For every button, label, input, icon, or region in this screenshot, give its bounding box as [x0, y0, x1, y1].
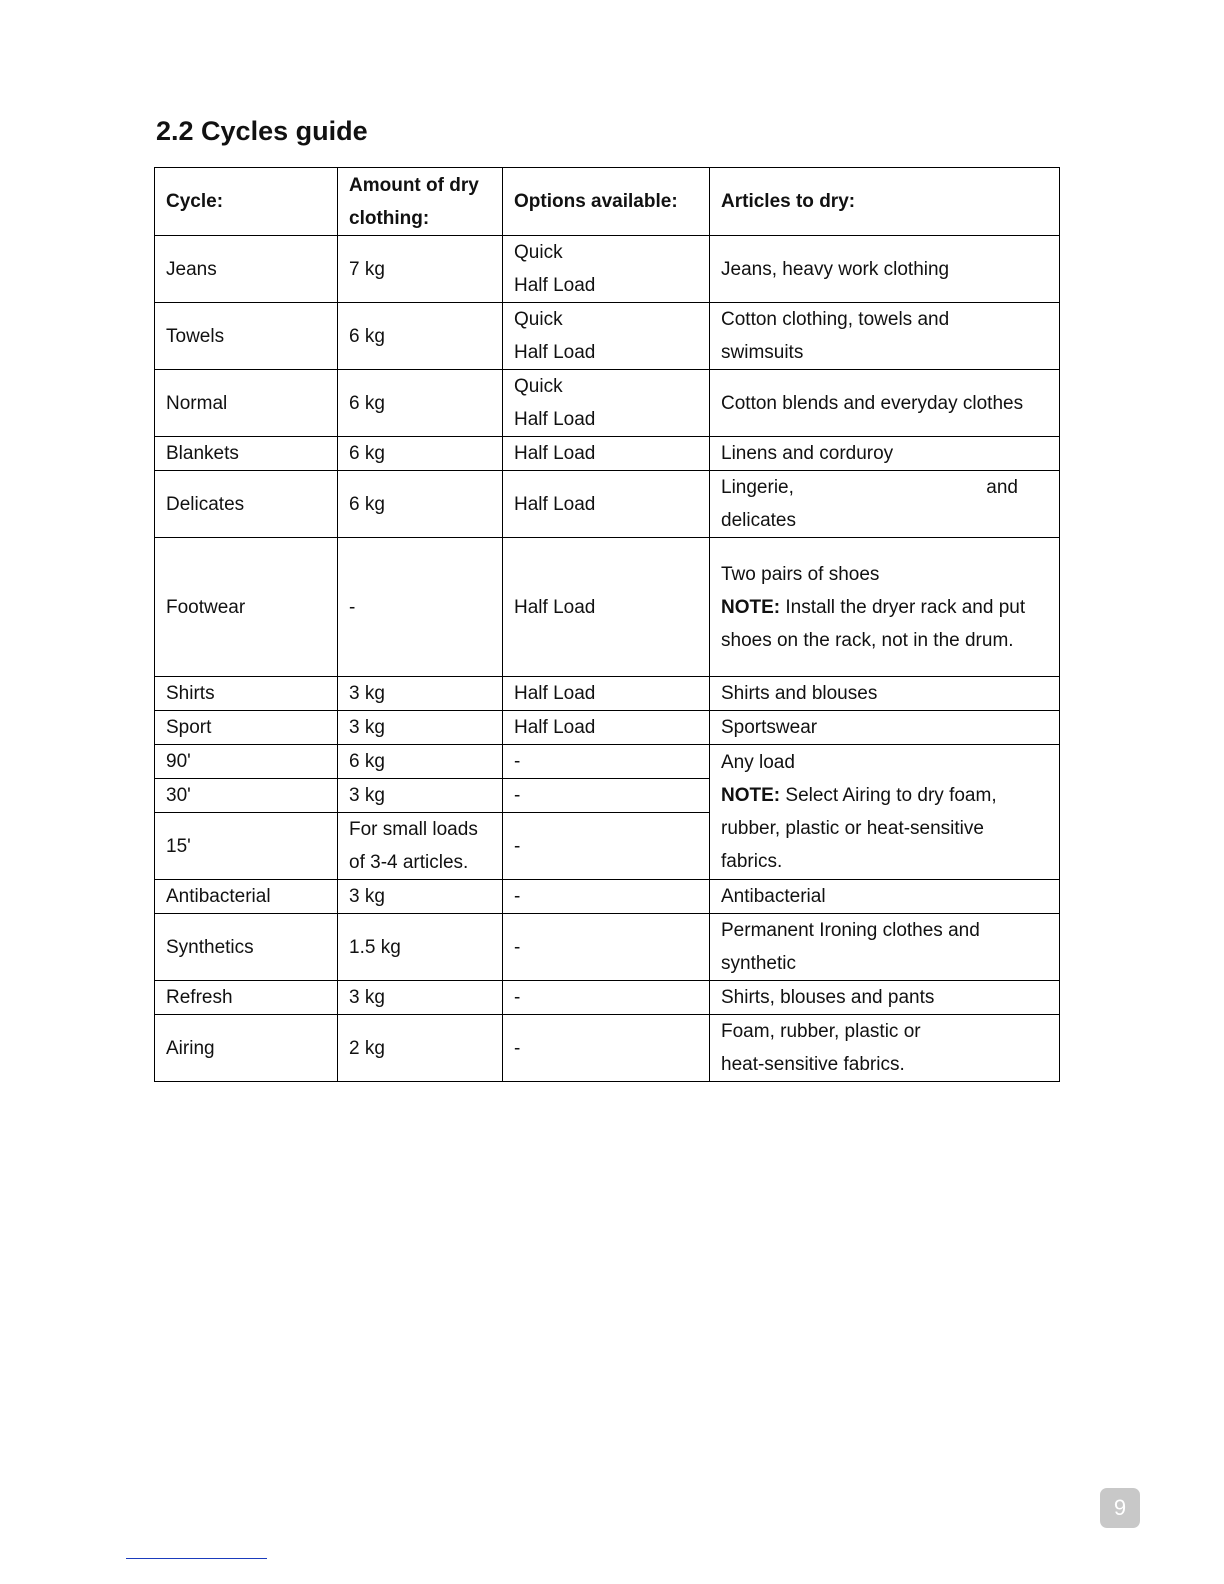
cell-articles	[710, 914, 1060, 981]
header-options: Options available:	[503, 168, 710, 236]
cell-amount: 6 kg	[338, 745, 503, 779]
cell-cycle: Delicates	[155, 471, 338, 538]
cell-options	[503, 236, 710, 303]
table-row	[155, 303, 1060, 370]
header-amount-line1: Amount of dry	[349, 174, 479, 196]
cell-options	[503, 370, 710, 437]
page-number: 9	[1100, 1488, 1140, 1528]
cell-cycle: 90'	[155, 745, 338, 779]
cell-amount: 3 kg	[338, 981, 503, 1015]
header-articles: Articles to dry:	[710, 168, 1060, 236]
cell-options	[503, 303, 710, 370]
articles-line: heat-sensitive fabrics.	[721, 1054, 905, 1075]
table-row	[155, 745, 1060, 779]
table-row	[155, 1015, 1060, 1082]
cell-articles: Linens and corduroy	[710, 437, 1060, 471]
articles-line: synthetic	[721, 953, 796, 974]
cell-articles: Jeans, heavy work clothing	[710, 236, 1060, 303]
cell-cycle: Refresh	[155, 981, 338, 1015]
cell-options: -	[503, 914, 710, 981]
table-row	[155, 538, 1060, 677]
note-label: NOTE:	[721, 596, 781, 618]
page-title: 2.2 Cycles guide	[156, 116, 368, 146]
cell-options: -	[503, 981, 710, 1015]
option-quick: Quick	[514, 309, 563, 330]
amount-line: For small loads	[349, 819, 478, 840]
cell-articles: Antibacterial	[710, 880, 1060, 914]
cell-options: -	[503, 813, 710, 880]
cell-options: Half Load	[503, 711, 710, 745]
cell-options: -	[503, 880, 710, 914]
cell-cycle: Footwear	[155, 538, 338, 677]
option-half-load: Half Load	[514, 342, 596, 363]
cell-options: -	[503, 1015, 710, 1082]
cell-amount: 6 kg	[338, 471, 503, 538]
articles-line: Any load	[721, 752, 795, 773]
cell-articles: Shirts, blouses and pants	[710, 981, 1060, 1015]
articles-line	[721, 471, 1048, 504]
cell-amount: 3 kg	[338, 779, 503, 813]
cell-cycle: Blankets	[155, 437, 338, 471]
articles-line: Two pairs of shoes	[721, 563, 880, 585]
cell-options: -	[503, 745, 710, 779]
cell-amount: 6 kg	[338, 437, 503, 471]
table-row	[155, 471, 1060, 538]
option-half-load: Half Load	[514, 409, 596, 430]
header-cycle: Cycle:	[155, 168, 338, 236]
cell-cycle: 15'	[155, 813, 338, 880]
table-row	[155, 437, 1060, 471]
cell-amount: 1.5 kg	[338, 914, 503, 981]
table-row	[155, 981, 1060, 1015]
cell-options: Half Load	[503, 538, 710, 677]
cell-cycle: Antibacterial	[155, 880, 338, 914]
table-row	[155, 914, 1060, 981]
note-label: NOTE:	[721, 785, 781, 806]
articles-line: Cotton clothing, towels and	[721, 309, 950, 330]
note-line: rubber, plastic or heat-sensitive	[721, 818, 984, 839]
articles-line: Permanent Ironing clothes and	[721, 920, 980, 941]
articles-line: delicates	[721, 510, 796, 531]
note-line: fabrics.	[721, 851, 783, 872]
cell-articles: Sportswear	[710, 711, 1060, 745]
cell-cycle: Airing	[155, 1015, 338, 1082]
cell-articles	[710, 538, 1060, 677]
cell-amount: 2 kg	[338, 1015, 503, 1082]
cell-amount: 7 kg	[338, 236, 503, 303]
footnote-divider	[126, 1558, 267, 1559]
cell-cycle: Sport	[155, 711, 338, 745]
cell-cycle: 30'	[155, 779, 338, 813]
cell-amount	[338, 813, 503, 880]
cell-options: Half Load	[503, 471, 710, 538]
cell-articles: Cotton blends and everyday clothes	[710, 370, 1060, 437]
note-text: Select Airing to dry foam,	[785, 785, 997, 806]
header-amount	[338, 168, 503, 236]
table-header-row	[155, 168, 1060, 236]
cell-articles	[710, 303, 1060, 370]
articles-word: Lingerie,	[721, 477, 794, 498]
note-line	[721, 591, 1048, 624]
note-line	[721, 779, 1048, 812]
cell-cycle: Jeans	[155, 236, 338, 303]
cell-options: -	[503, 779, 710, 813]
cell-amount: 3 kg	[338, 880, 503, 914]
articles-line: Foam, rubber, plastic or	[721, 1021, 921, 1042]
table-row	[155, 370, 1060, 437]
option-quick: Quick	[514, 242, 563, 263]
cell-articles-timed	[710, 745, 1060, 880]
option-half-load: Half Load	[514, 275, 596, 296]
cycles-table	[154, 167, 1060, 1082]
cell-amount: 3 kg	[338, 677, 503, 711]
cell-options: Half Load	[503, 677, 710, 711]
cell-amount: 3 kg	[338, 711, 503, 745]
note-line: shoes on the rack, not in the drum.	[721, 629, 1014, 651]
cell-articles	[710, 471, 1060, 538]
header-amount-line2: clothing:	[349, 207, 430, 229]
cell-amount: 6 kg	[338, 370, 503, 437]
table-row	[155, 880, 1060, 914]
cell-articles: Shirts and blouses	[710, 677, 1060, 711]
amount-line: of 3-4 articles.	[349, 852, 469, 873]
table-row	[155, 677, 1060, 711]
cell-cycle: Towels	[155, 303, 338, 370]
table-row	[155, 236, 1060, 303]
option-quick: Quick	[514, 376, 563, 397]
cell-articles	[710, 1015, 1060, 1082]
table-row	[155, 711, 1060, 745]
cell-amount: 6 kg	[338, 303, 503, 370]
cell-amount: -	[338, 538, 503, 677]
articles-line: swimsuits	[721, 342, 804, 363]
cell-cycle: Synthetics	[155, 914, 338, 981]
articles-word: and	[986, 477, 1018, 498]
cell-cycle: Shirts	[155, 677, 338, 711]
cell-options: Half Load	[503, 437, 710, 471]
cell-cycle: Normal	[155, 370, 338, 437]
note-text: Install the dryer rack and put	[785, 596, 1026, 618]
